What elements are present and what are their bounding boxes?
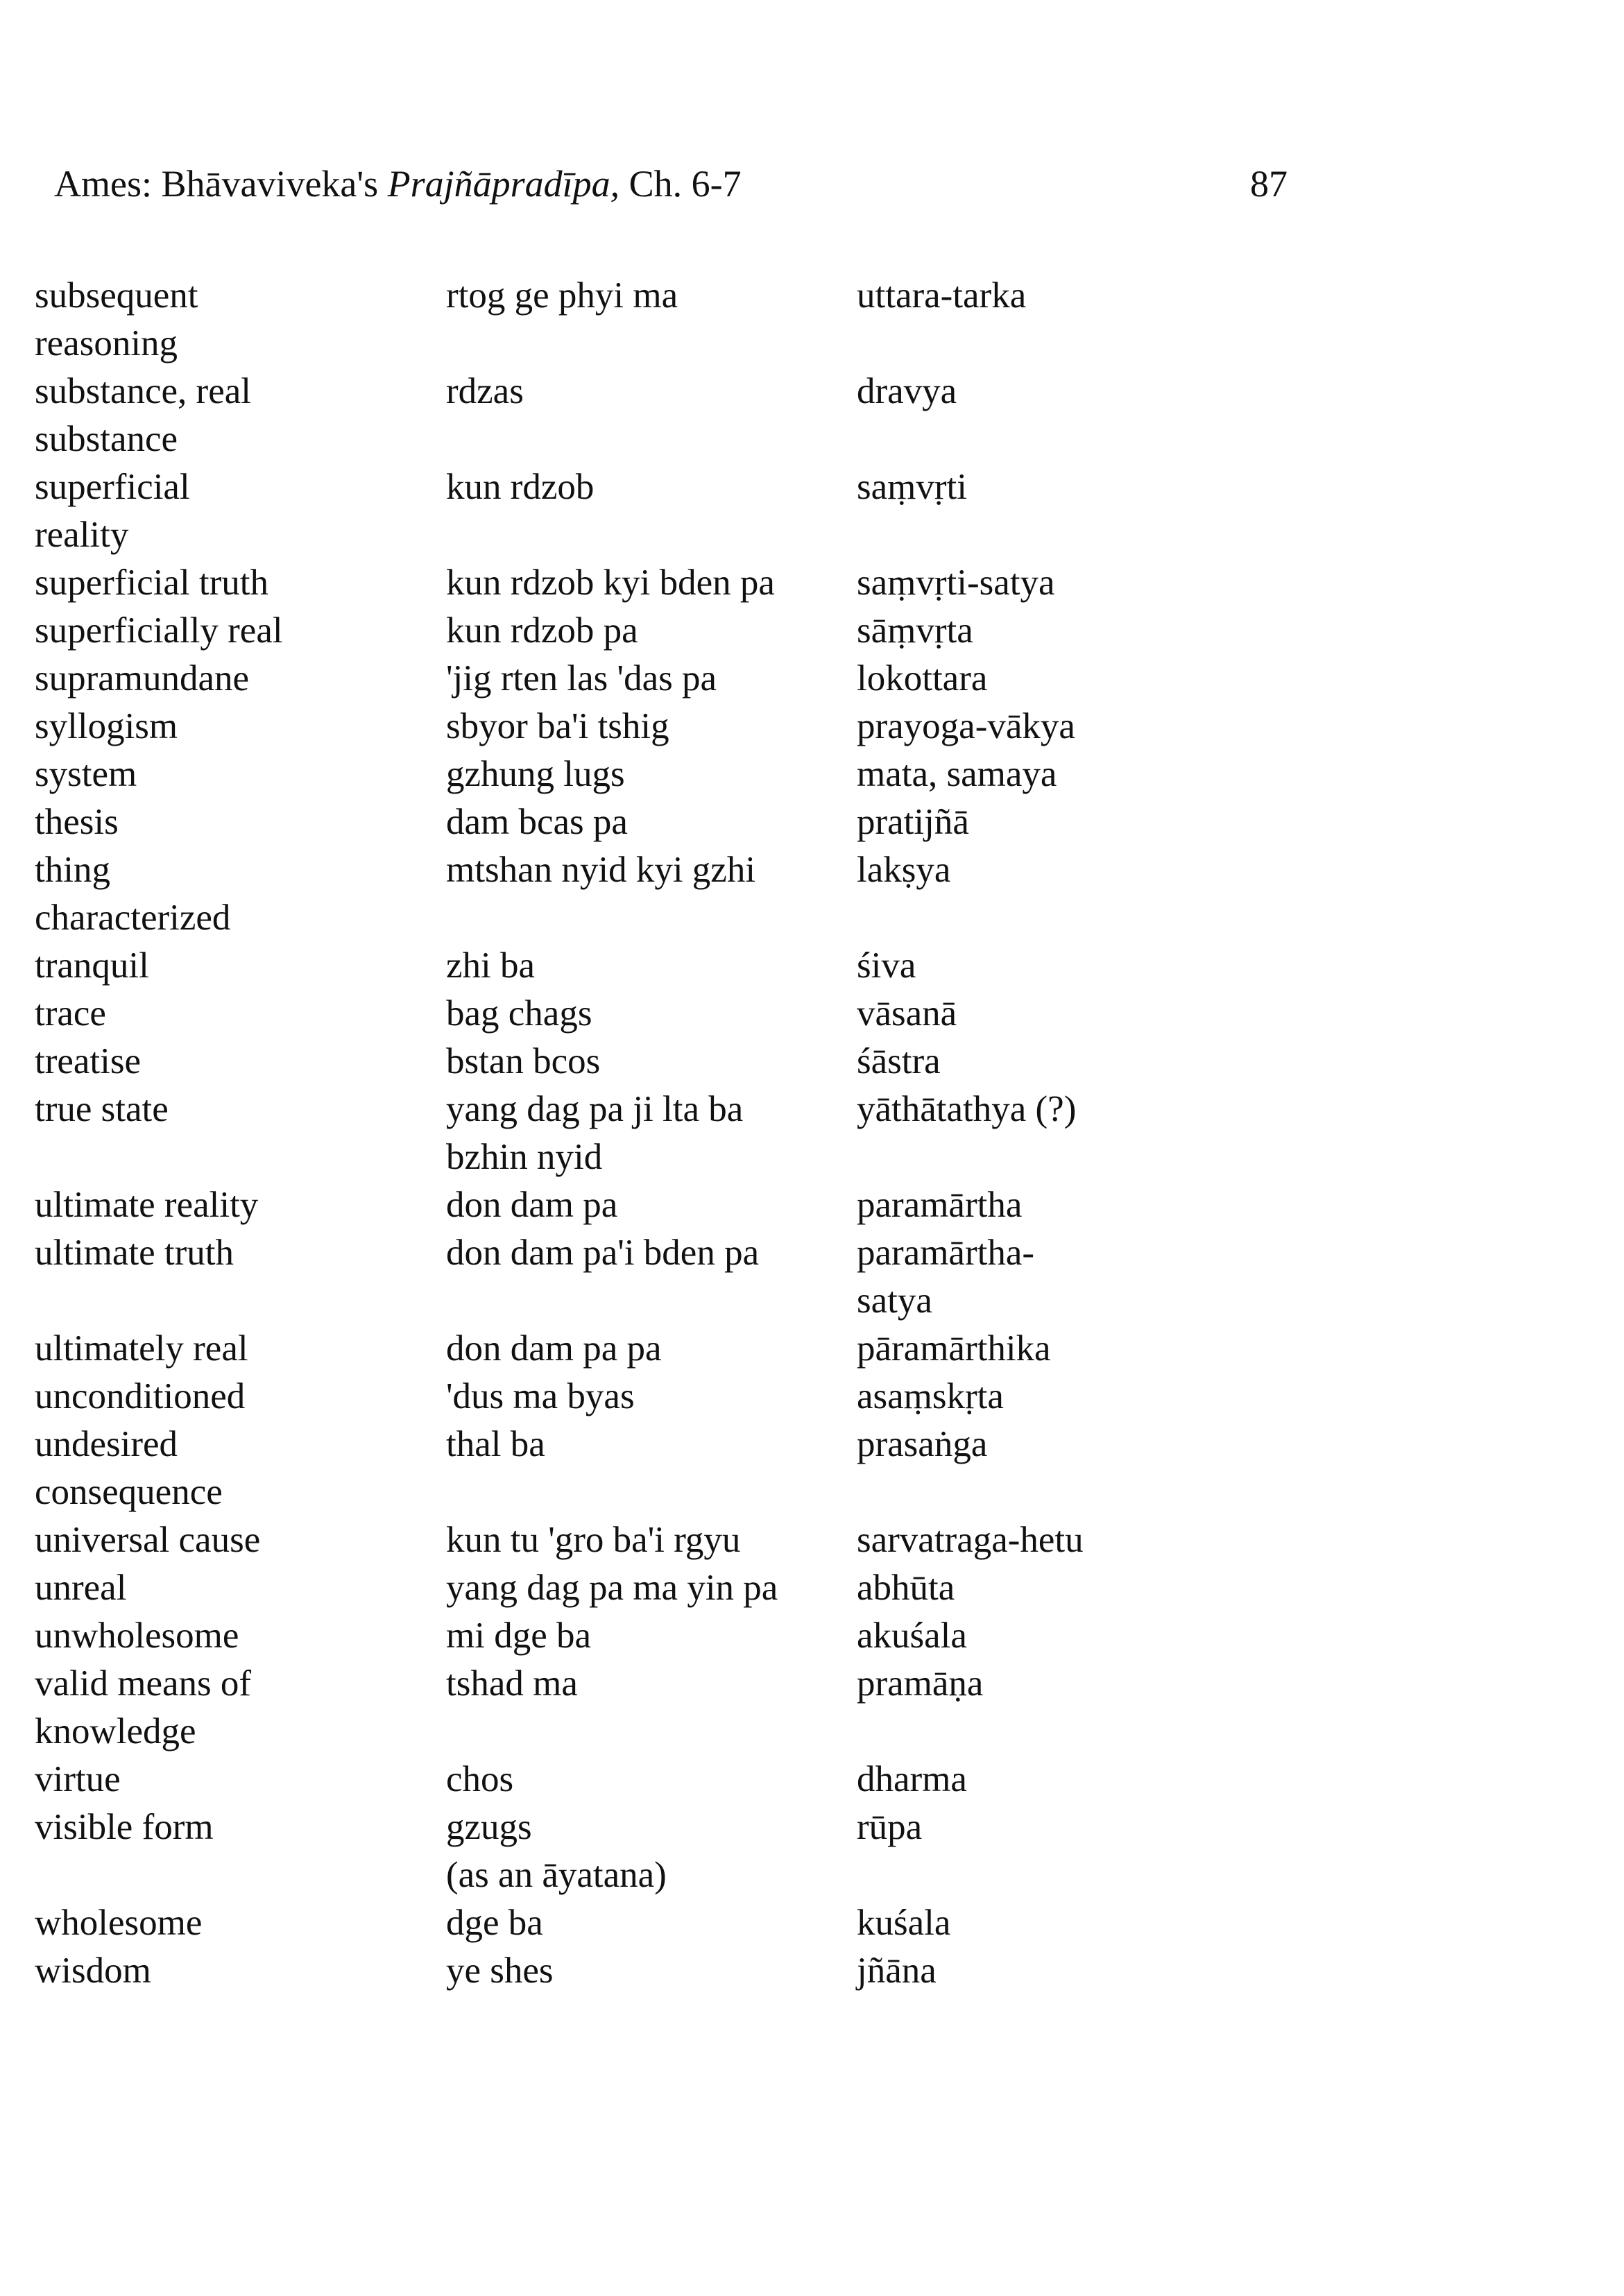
english-term: thing characterized: [35, 850, 231, 938]
glossary-row: [35, 1612, 1214, 1660]
tibetan-term: gzugs (as an āyatana): [446, 1807, 667, 1895]
tibetan-term: kun tu 'gro ba'i rgyu: [446, 1520, 741, 1560]
glossary-row: [35, 607, 1214, 655]
tibetan-term: chos: [446, 1759, 514, 1799]
tibetan-term: kun rdzob: [446, 467, 595, 507]
sanskrit-term: pāramārthika: [857, 1328, 1051, 1369]
glossary-row: [35, 1660, 1214, 1756]
tibetan-term: don dam pa: [446, 1185, 618, 1225]
english-term: superficial truth: [35, 563, 269, 603]
tibetan-term: don dam pa pa: [446, 1328, 662, 1369]
tibetan-term: yang dag pa ji lta ba bzhin nyid: [446, 1089, 744, 1177]
tibetan-term: thal ba: [446, 1424, 545, 1464]
english-term: true state: [35, 1089, 169, 1129]
english-term: ultimate truth: [35, 1233, 234, 1273]
english-term: virtue: [35, 1759, 121, 1799]
glossary-row: [35, 559, 1214, 607]
sanskrit-term: mata, samaya: [857, 754, 1057, 794]
english-term: subsequent reasoning: [35, 275, 198, 363]
running-title: [54, 156, 742, 212]
glossary-row: [35, 1756, 1214, 1804]
glossary-row: [35, 798, 1214, 846]
sanskrit-term: pramāṇa: [857, 1663, 984, 1704]
glossary-row: [35, 703, 1214, 751]
english-term: superficially real: [35, 610, 283, 651]
english-term: wholesome: [35, 1903, 203, 1943]
english-term: unconditioned: [35, 1376, 246, 1416]
glossary-row: [35, 1086, 1214, 1181]
glossary-row: [35, 368, 1214, 463]
glossary-row: [35, 846, 1214, 942]
tibetan-term: bag chags: [446, 993, 592, 1034]
sanskrit-term: lokottara: [857, 658, 988, 699]
tibetan-term: sbyor ba'i tshig: [446, 706, 669, 746]
sanskrit-term: kuśala: [857, 1903, 951, 1943]
tibetan-term: bstan bcos: [446, 1041, 601, 1081]
glossary-row: [35, 990, 1214, 1038]
glossary-row: [35, 1181, 1214, 1229]
running-title-italic: Prajñāpradīpa,: [387, 163, 620, 205]
sanskrit-term: sāṃvṛta: [857, 610, 973, 651]
english-term: trace: [35, 993, 106, 1034]
english-term: supramundane: [35, 658, 250, 699]
english-term: unwholesome: [35, 1616, 239, 1656]
tibetan-term: zhi ba: [446, 945, 536, 986]
sanskrit-term: saṃvṛti: [857, 467, 967, 507]
sanskrit-term: pratijñā: [857, 802, 969, 842]
tibetan-term: mi dge ba: [446, 1616, 591, 1656]
tibetan-term: rdzas: [446, 371, 524, 411]
english-term: substance, real substance: [35, 371, 251, 459]
tibetan-term: yang dag pa ma yin pa: [446, 1568, 778, 1608]
english-term: ultimate reality: [35, 1185, 259, 1225]
tibetan-term: ye shes: [446, 1951, 554, 1991]
english-term: syllogism: [35, 706, 178, 746]
sanskrit-term: akuśala: [857, 1616, 967, 1656]
english-term: valid means of knowledge: [35, 1663, 252, 1751]
sanskrit-term: paramārtha: [857, 1185, 1023, 1225]
glossary-row: [35, 942, 1214, 990]
sanskrit-term: abhūta: [857, 1568, 955, 1608]
running-title-prefix: Ames: Bhāvaviveka's: [54, 163, 388, 205]
english-term: undesired consequence: [35, 1424, 223, 1512]
page-number: 87: [1250, 163, 1288, 205]
glossary-row: [35, 1038, 1214, 1086]
glossary-row: [35, 1804, 1214, 1899]
tibetan-term: dge ba: [446, 1903, 543, 1943]
english-term: superficial reality: [35, 467, 190, 555]
glossary-row: [35, 655, 1214, 703]
glossary-row: [35, 1421, 1214, 1516]
english-term: tranquil: [35, 945, 149, 986]
sanskrit-term: sarvatraga-hetu: [857, 1520, 1084, 1560]
sanskrit-term: vāsanā: [857, 993, 957, 1034]
glossary-row: [35, 1947, 1214, 1995]
english-term: ultimately real: [35, 1328, 248, 1369]
glossary-row: [35, 1516, 1214, 1564]
page-bottom-space: [0, 2081, 1624, 2082]
sanskrit-term: prasaṅga: [857, 1424, 988, 1464]
sanskrit-term: uttara-tarka: [857, 275, 1027, 316]
english-term: visible form: [35, 1807, 214, 1847]
tibetan-term: tshad ma: [446, 1663, 578, 1704]
tibetan-term: don dam pa'i bden pa: [446, 1233, 760, 1273]
running-title-suffix: Ch. 6-7: [619, 163, 742, 205]
english-term: system: [35, 754, 137, 794]
sanskrit-term: jñāna: [857, 1951, 937, 1991]
glossary-row: [35, 1229, 1214, 1325]
sanskrit-term: dravya: [857, 371, 957, 411]
sanskrit-term: dharma: [857, 1759, 967, 1799]
tibetan-term: 'jig rten las 'das pa: [446, 658, 717, 699]
glossary-row: [35, 1564, 1214, 1612]
glossary-row: [35, 1325, 1214, 1373]
tibetan-term: rtog ge phyi ma: [446, 275, 678, 316]
english-term: unreal: [35, 1568, 127, 1608]
english-term: wisdom: [35, 1951, 151, 1991]
tibetan-term: gzhung lugs: [446, 754, 625, 794]
glossary-row: [35, 272, 1214, 368]
glossary-table: [35, 272, 1214, 1995]
glossary-row: [35, 1899, 1214, 1947]
sanskrit-term: śāstra: [857, 1041, 941, 1081]
sanskrit-term: śiva: [857, 945, 916, 986]
tibetan-term: kun rdzob kyi bden pa: [446, 563, 775, 603]
glossary-row: [35, 1373, 1214, 1421]
sanskrit-term: yāthātathya (?): [857, 1089, 1077, 1129]
tibetan-term: 'dus ma byas: [446, 1376, 635, 1416]
english-term: thesis: [35, 802, 119, 842]
sanskrit-term: prayoga-vākya: [857, 706, 1075, 746]
sanskrit-term: paramārtha- satya: [857, 1233, 1034, 1321]
glossary-row: [35, 463, 1214, 559]
sanskrit-term: saṃvṛti-satya: [857, 563, 1055, 603]
english-term: treatise: [35, 1041, 142, 1081]
sanskrit-term: lakṣya: [857, 850, 951, 890]
sanskrit-term: asaṃskṛta: [857, 1376, 1004, 1416]
tibetan-term: dam bcas pa: [446, 802, 628, 842]
glossary-row: [35, 751, 1214, 798]
sanskrit-term: rūpa: [857, 1807, 923, 1847]
tibetan-term: mtshan nyid kyi gzhi: [446, 850, 756, 890]
english-term: universal cause: [35, 1520, 261, 1560]
tibetan-term: kun rdzob pa: [446, 610, 638, 651]
page-header: [54, 156, 1303, 212]
